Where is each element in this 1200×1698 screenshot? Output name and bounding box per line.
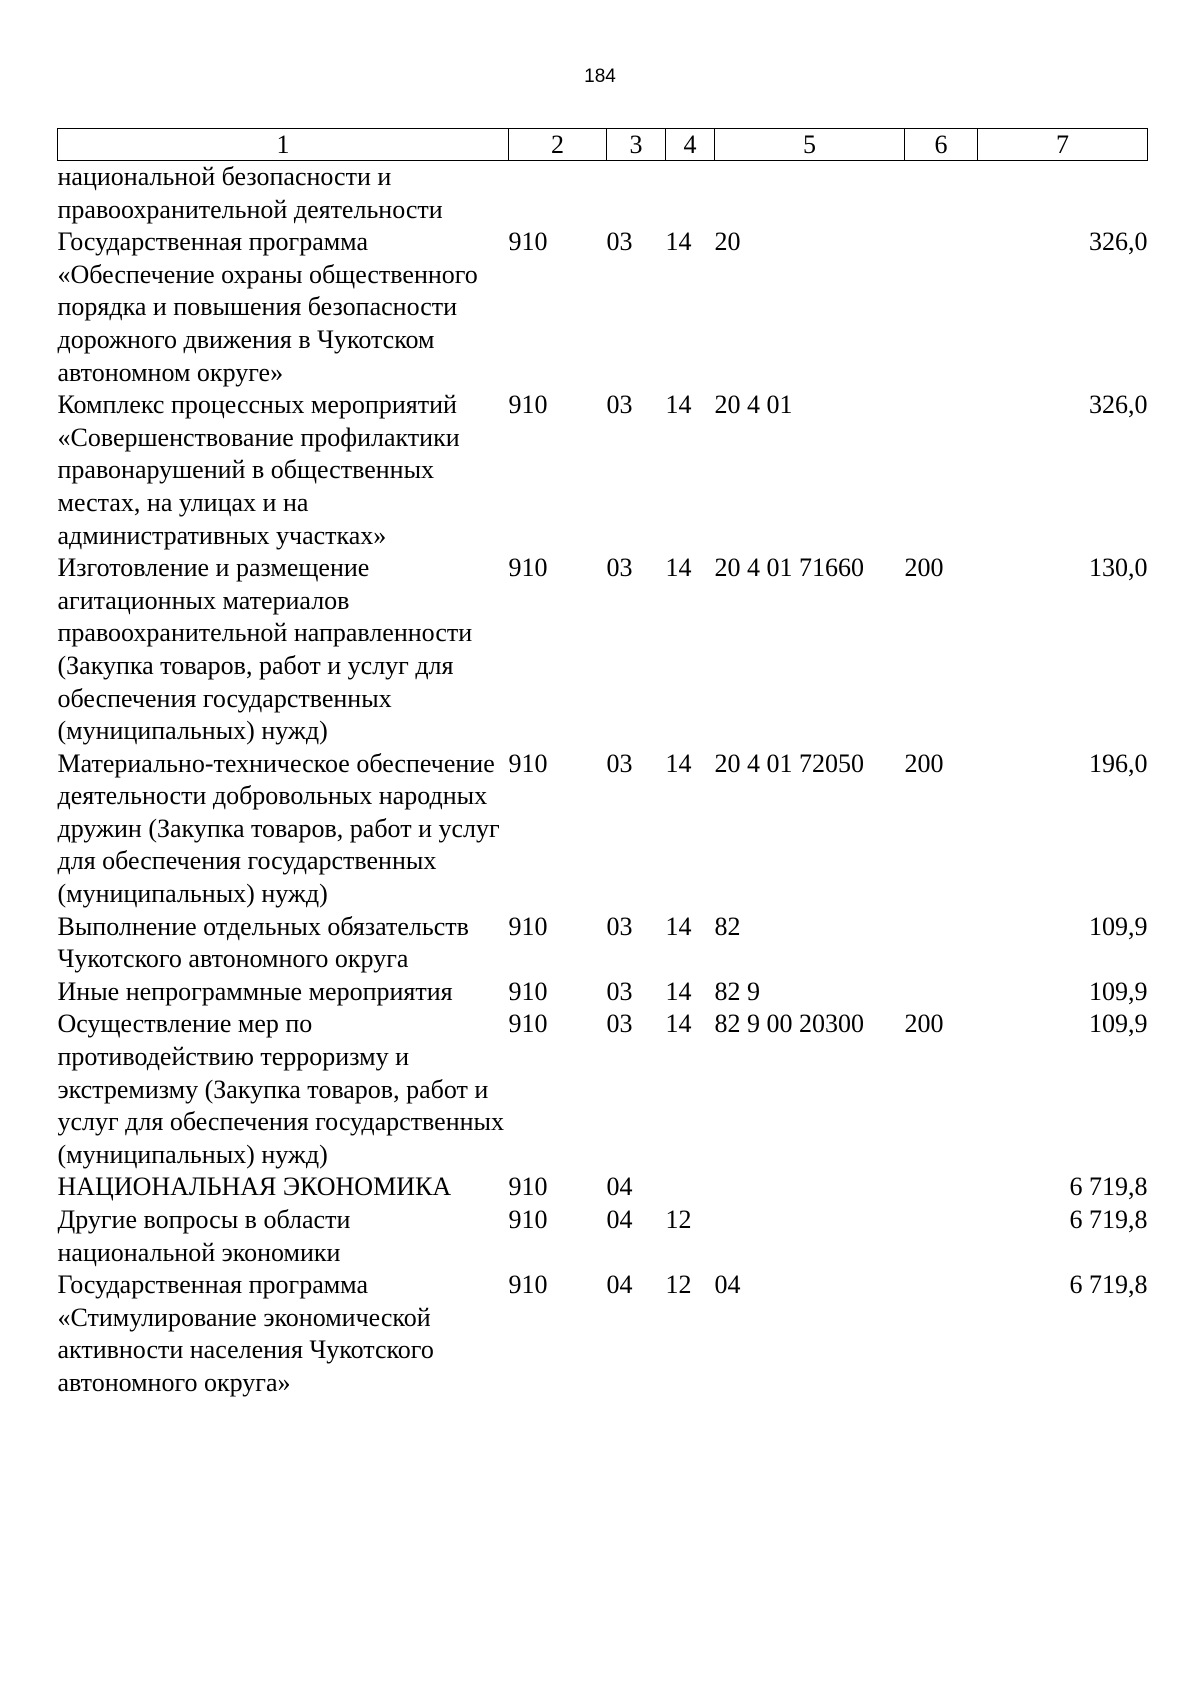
table-row bbox=[58, 1171, 1148, 1204]
header-row bbox=[58, 129, 1148, 161]
target-article-code bbox=[715, 1171, 905, 1204]
table-row bbox=[58, 911, 1148, 976]
expense-type-code: 200 bbox=[904, 1009, 944, 1039]
table-row bbox=[58, 226, 1148, 389]
ministry-code: 910 bbox=[508, 748, 548, 778]
table-row bbox=[58, 1269, 1148, 1399]
column-header-5: 5 bbox=[715, 129, 905, 161]
expense-type-code bbox=[905, 161, 978, 227]
section-code: 03 bbox=[606, 1009, 633, 1039]
target-article-code bbox=[715, 1204, 905, 1269]
amount: 6 719,8 bbox=[1069, 1270, 1148, 1300]
ministry-code: 910 bbox=[508, 553, 548, 583]
table-row bbox=[58, 748, 1148, 911]
ministry-code: 910 bbox=[508, 1205, 548, 1234]
subsection-code: 14 bbox=[665, 390, 692, 420]
column-header-3: 3 bbox=[607, 129, 666, 161]
section-code: 03 bbox=[606, 390, 633, 420]
row-name: НАЦИОНАЛЬНАЯ ЭКОНОМИКА bbox=[57, 1172, 452, 1202]
table-row bbox=[58, 161, 1148, 227]
target-article-code: 82 9 00 20300 bbox=[714, 1009, 864, 1039]
subsection-code: 14 bbox=[665, 748, 692, 778]
section-code: 04 bbox=[606, 1172, 633, 1202]
ministry-code: 910 bbox=[508, 911, 548, 941]
expense-type-code bbox=[905, 389, 978, 552]
column-header-2: 2 bbox=[509, 129, 607, 161]
target-article-code: 20 bbox=[714, 227, 741, 257]
column-header-1: 1 bbox=[58, 129, 509, 161]
amount: 109,9 bbox=[1089, 911, 1148, 941]
subsection-code: 14 bbox=[665, 1009, 692, 1039]
amount: 6 719,8 bbox=[1069, 1172, 1148, 1202]
ministry-code: 910 bbox=[508, 976, 548, 1006]
subsection-code bbox=[666, 161, 715, 227]
section-code: 03 bbox=[606, 553, 633, 583]
row-name: Выполнение отдельных обязательств Чукотского автономного округа bbox=[57, 911, 469, 974]
column-header-7: 7 bbox=[978, 129, 1148, 161]
target-article-code bbox=[715, 161, 905, 227]
amount: 109,9 bbox=[1089, 976, 1148, 1006]
budget-table bbox=[57, 128, 1148, 1400]
row-name: Иные непрограммные мероприятия bbox=[57, 976, 453, 1006]
row-name: Другие вопросы в области национальной экономики bbox=[57, 1205, 351, 1267]
target-article-code: 82 9 bbox=[714, 976, 760, 1006]
section-code: 04 bbox=[606, 1205, 633, 1234]
column-header-4: 4 bbox=[666, 129, 715, 161]
amount: 6 719,8 bbox=[1069, 1205, 1148, 1234]
expense-type-code bbox=[905, 1269, 978, 1399]
target-article-code: 20 4 01 71660 bbox=[714, 553, 864, 583]
expense-type-code bbox=[905, 976, 978, 1009]
amount: 109,9 bbox=[1089, 1009, 1148, 1039]
expense-type-code bbox=[905, 911, 978, 976]
ministry-code bbox=[509, 161, 607, 227]
amount: 130,0 bbox=[1089, 553, 1148, 583]
row-name: Государственная программа «Обеспечение охраны общественного порядка и повышения безопасности дорожного движения в Чукотском автономном округе» bbox=[57, 227, 478, 387]
column-header-6: 6 bbox=[905, 129, 978, 161]
target-article-code: 82 bbox=[714, 911, 741, 941]
expense-type-code: 200 bbox=[904, 748, 944, 778]
subsection-code: 12 bbox=[665, 1270, 692, 1300]
section-code: 03 bbox=[606, 976, 633, 1006]
section-code: 04 bbox=[606, 1270, 633, 1300]
row-name: национальной безопасности и правоохранительной деятельности bbox=[57, 162, 443, 224]
table-row bbox=[58, 389, 1148, 552]
ministry-code: 910 bbox=[508, 390, 548, 420]
amount: 326,0 bbox=[1089, 227, 1148, 257]
subsection-code bbox=[666, 1171, 715, 1204]
row-name: Государственная программа «Стимулирование экономической активности населения Чукотского автономного округа» bbox=[57, 1270, 434, 1397]
row-name: Изготовление и размещение агитационных материалов правоохранительной направленности (Закупка товаров, работ и услуг для обеспечения государственных (муниципальных) нужд) bbox=[57, 553, 473, 746]
subsection-code: 14 bbox=[665, 227, 692, 257]
section-code bbox=[607, 161, 666, 227]
target-article-code: 20 4 01 bbox=[714, 390, 793, 420]
page-number: 184 bbox=[584, 66, 616, 87]
row-name: Комплекс процессных мероприятий «Совершенствование профилактики правонарушений в общественных местах, на улицах и на административных участках» bbox=[57, 390, 460, 550]
row-name: Осуществление мер по противодействию терроризму и экстремизму (Закупка товаров, работ и услуг для обеспечения государственных (муниципальных) нужд) bbox=[57, 1009, 505, 1169]
expense-type-code bbox=[905, 1171, 978, 1204]
expense-type-code: 200 bbox=[904, 553, 944, 583]
amount bbox=[978, 161, 1148, 227]
subsection-code: 14 bbox=[665, 976, 692, 1006]
ministry-code: 910 bbox=[508, 1172, 548, 1202]
section-code: 03 bbox=[606, 748, 633, 778]
subsection-code: 12 bbox=[665, 1205, 692, 1234]
ministry-code: 910 bbox=[508, 227, 548, 257]
amount: 196,0 bbox=[1089, 748, 1148, 778]
expense-type-code bbox=[905, 226, 978, 389]
ministry-code: 910 bbox=[508, 1009, 548, 1039]
table-row bbox=[58, 1008, 1148, 1171]
amount: 326,0 bbox=[1089, 390, 1148, 420]
target-article-code: 04 bbox=[714, 1270, 741, 1300]
subsection-code: 14 bbox=[665, 911, 692, 941]
target-article-code: 20 4 01 72050 bbox=[714, 748, 864, 778]
section-code: 03 bbox=[606, 911, 633, 941]
section-code: 03 bbox=[606, 227, 633, 257]
table-row bbox=[58, 976, 1148, 1009]
row-name: Материально-техническое обеспечение деятельности добровольных народных дружин (Закупка товаров, работ и услуг для обеспечения государственных (муниципальных) нужд) bbox=[57, 748, 500, 909]
subsection-code: 14 bbox=[665, 553, 692, 583]
ministry-code: 910 bbox=[508, 1270, 548, 1300]
table-row bbox=[58, 552, 1148, 748]
expense-type-code bbox=[905, 1204, 978, 1269]
table-row bbox=[58, 1204, 1148, 1269]
